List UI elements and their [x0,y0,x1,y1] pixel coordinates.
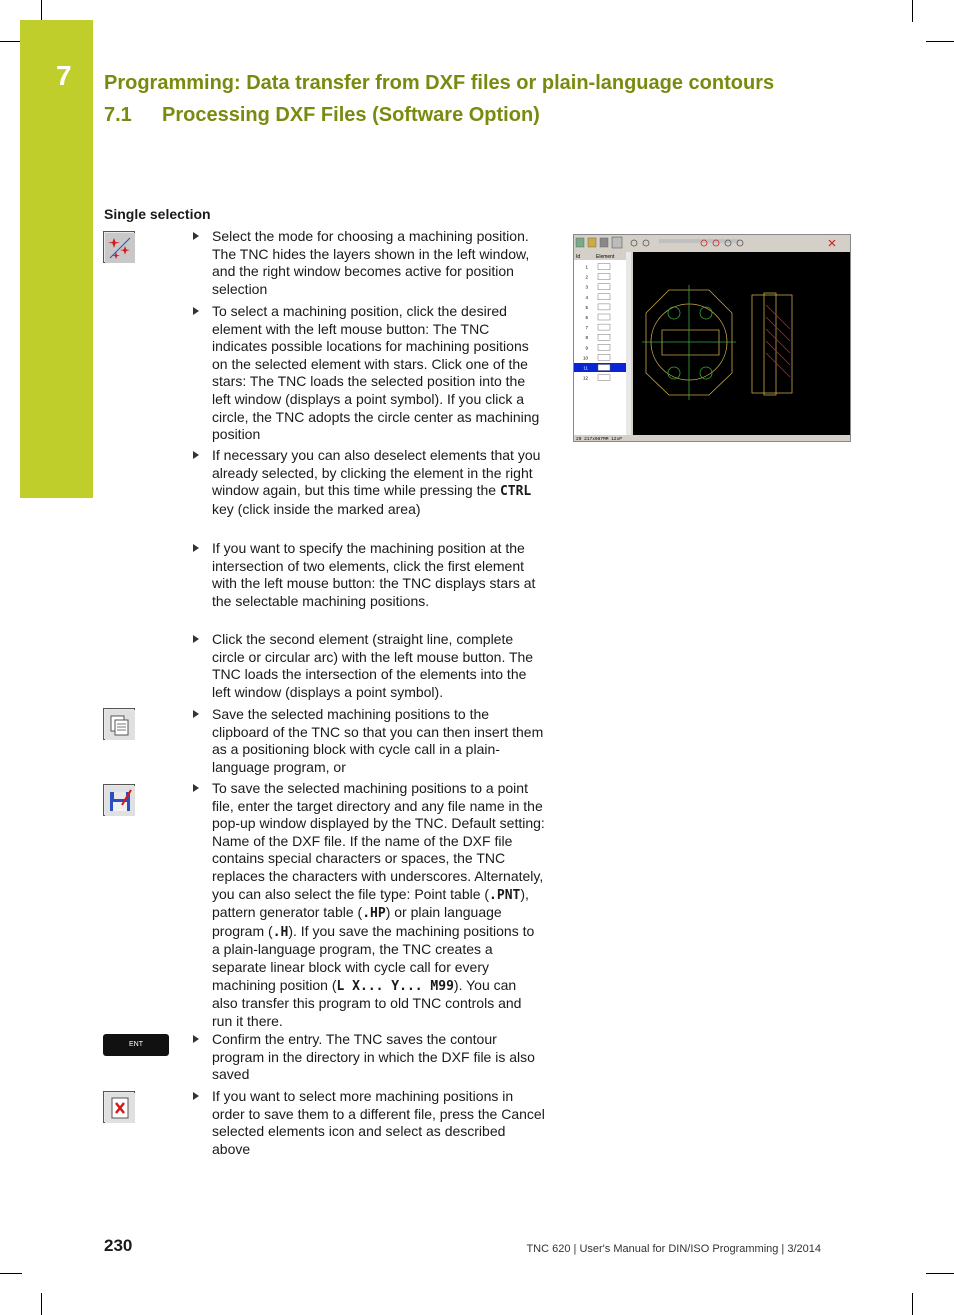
element-row-id: 4 [585,294,588,300]
crop-mark [912,1293,913,1315]
step-text-part: ). If you save the machining positions to a plain-language program, the TNC creates a separate linear block with cycle call for every machining position ( [212,922,535,993]
step-text-part: key (click inside the marked area) [212,500,421,517]
element-checkbox[interactable] [598,375,610,381]
step-text: If you want to specify the machining position at the intersection of two elements, click the first element with the left mouse button: the TNC displays stars at the selectable machining positions. [212,540,536,609]
cancel-selected-elements-icon[interactable] [103,1091,135,1123]
step-text [212,447,545,518]
section-title [104,104,540,127]
step-text: Click the second element (straight line, complete circle or circular arc) with the left mouse button. The TNC loads the intersection of the elements into the left window (displays a point symbol). [212,631,534,700]
element-checkbox[interactable] [598,365,610,371]
element-row-id: 7 [585,325,588,331]
crop-mark [926,41,954,42]
chapter-title: Programming: Data transfer from DXF files or plain-language contours [104,72,775,94]
hp-extension: .HP [362,906,386,922]
ent-key-button[interactable]: ENT [103,1034,169,1056]
crop-mark [926,1273,954,1274]
step-text: If you want to select more machining positions in order to save them to a different file, press the Cancel selected elements icon and select as described above [212,1088,545,1157]
chapter-number: 7 [56,60,72,91]
step-text-part: ). You can also transfer this program to old TNC controls and run it there. [212,976,522,1029]
page-number: 230 [104,1236,133,1255]
crop-mark [912,0,913,22]
section-heading: Single selection [104,206,211,222]
element-row-id: 10 [582,355,588,361]
section-number: 7.1 [104,104,132,126]
bullet-triangle-icon [193,307,199,315]
bullet-triangle-icon [193,1092,199,1100]
footer-text: TNC 620 | User's Manual for DIN/ISO Programming | 3/2014 [526,1243,821,1255]
step-text: Confirm the entry. The TNC saves the contour program in the directory in which the DXF file is also saved [212,1031,535,1083]
step-text-part: To save the selected machining positions to a point file, enter the target directory and any file name in the pop-up window displayed by the TNC. Default setting: Name of the DXF file. If the name of the DXF file contains special characters or spaces, the TNC replaces the characters with underscores. Alternately, you can also select the file type: Point table ( [212,780,545,902]
element-row-id: 12 [582,375,588,381]
ctrl-key-label: CTRL [499,484,532,500]
element-row-id: 6 [585,315,588,320]
step-text-part: ) or plain language program ( [212,904,502,939]
bullet-triangle-icon [193,451,199,459]
bullet-triangle-icon [193,784,199,792]
pnt-extension: .PNT [489,887,521,903]
element-checkbox[interactable] [598,314,610,320]
step-text-part: If necessary you can also deselect elements that you already selected, by clicking the element in the right window again, but this time while pressing the [212,447,541,499]
crop-mark [41,1293,42,1315]
bullet-triangle-icon [193,1035,199,1043]
step-item [193,706,545,776]
column-element-label: Element [596,254,615,260]
step-item [193,780,545,1030]
element-checkbox[interactable] [598,344,610,350]
step-text [212,780,545,1030]
step-item [193,228,545,298]
section-title-text: Processing DXF Files (Software Option) [162,104,540,126]
bullet-triangle-icon [193,232,199,240]
dxf-screenshot-drawing [574,235,850,441]
step-item [193,540,545,610]
crop-mark [0,1273,22,1274]
step-text: Save the selected machining positions to the clipboard of the TNC so that you can then insert them as a positioning block with cycle call in a plain-language program, or [212,706,544,775]
element-checkbox[interactable] [598,304,610,310]
element-checkbox[interactable] [598,264,610,270]
h-extension: .H [272,924,289,940]
crop-mark [41,0,42,22]
clipboard-icon[interactable] [103,708,135,740]
bullet-triangle-icon [193,635,199,643]
crop-mark [0,41,22,42]
step-item [193,303,545,444]
element-checkbox[interactable] [598,324,610,330]
status-bar-text: 20 217x087MM 12xP [576,437,622,441]
element-row-id: 8 [585,335,588,341]
step-text: To select a machining position, click the desired element with the left mouse button: The TNC indicates possible locations for machining positions on the selected element with stars. Click one of the stars: The TNC loads the selected position into the left window (displays a point symbol). If you click a circle, the TNC adopts the circle center as machining position [212,303,540,443]
step-text: Select the mode for choosing a machining position. The TNC hides the layers shown in the left window, and the right window becomes active for position selection [212,228,530,297]
select-position-mode-icon[interactable] [103,231,135,263]
step-item [193,1031,545,1084]
dxf-converter-screenshot [573,234,851,442]
bullet-triangle-icon [193,710,199,718]
step-item [193,1088,545,1158]
element-checkbox[interactable] [598,334,610,340]
code-snippet: L X... Y... M99 [336,978,454,994]
step-item [193,447,545,518]
element-row-id: 1 [585,264,588,270]
bullet-triangle-icon [193,544,199,552]
element-row-id: 3 [585,284,588,290]
element-checkbox[interactable] [598,274,610,280]
element-row-id: 5 [585,304,588,310]
save-to-file-icon[interactable] [103,784,135,816]
step-text-part: ), pattern generator table ( [212,885,529,921]
element-checkbox[interactable] [598,294,610,300]
element-row-id: 9 [585,345,588,351]
element-row-id: 2 [585,274,588,280]
column-id-label: Id [576,254,581,260]
element-checkbox[interactable] [598,354,610,360]
element-row-id: 11 [583,365,588,371]
element-checkbox[interactable] [598,284,610,290]
step-item [193,631,545,701]
